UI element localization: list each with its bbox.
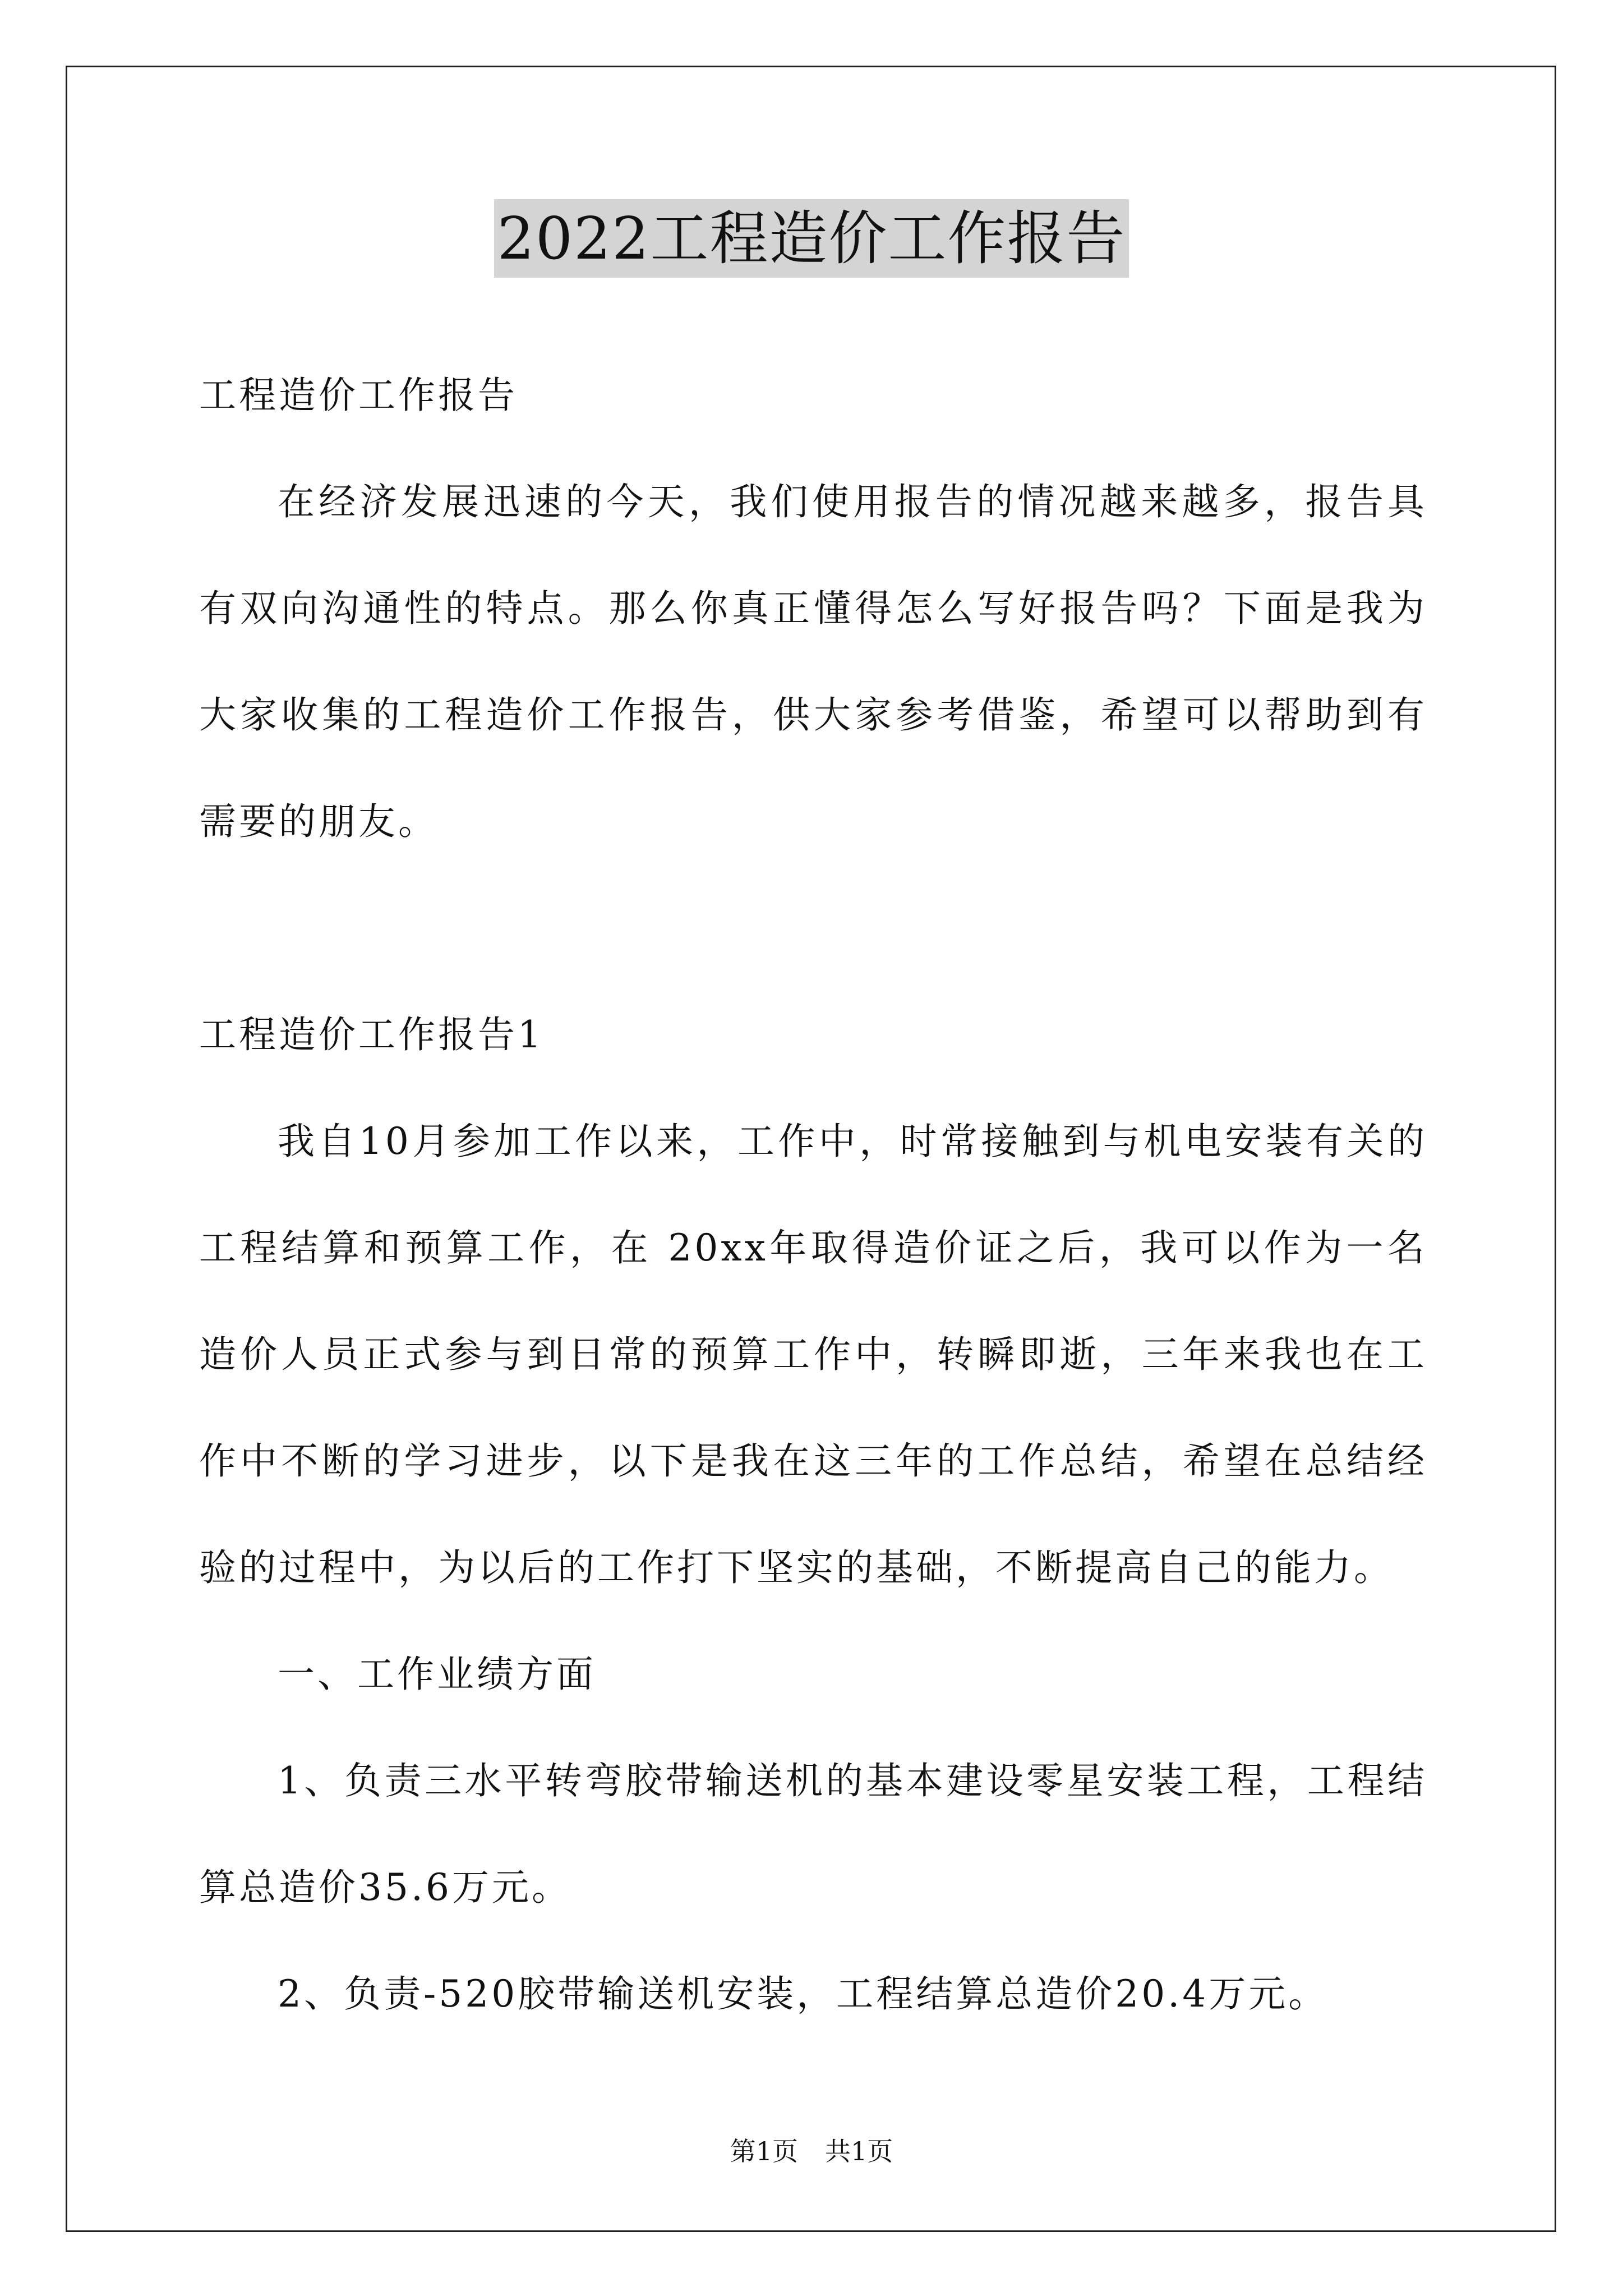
section-gap bbox=[199, 875, 1427, 982]
section-heading: 工程造价工作报告1 bbox=[199, 1013, 544, 1056]
document-body bbox=[199, 342, 1427, 2047]
list-item: 1、负责三水平转弯胶带输送机的基本建设零星安装工程，工程结算总造价35.6万元。 bbox=[199, 1759, 1427, 1909]
list-item: 2、负责-520胶带输送机安装，工程结算总造价20.4万元。 bbox=[278, 1972, 1329, 2016]
page-number: 第1页 bbox=[730, 2136, 798, 2166]
document-title: 2022工程造价工作报告 bbox=[494, 199, 1129, 278]
sub-heading: 一、工作业绩方面 bbox=[278, 1653, 596, 1696]
title-container bbox=[0, 199, 1623, 278]
intro-paragraph: 在经济发展迅速的今天，我们使用报告的情况越来越多，报告具有双向沟通性的特点。那么你真正懂得怎么写好报告吗？下面是我为大家收集的工程造价工作报告，供大家参考借鉴，希望可以帮助到有需要的朋友。 bbox=[199, 480, 1427, 843]
page-footer bbox=[0, 2134, 1623, 2168]
page-total: 共1页 bbox=[825, 2136, 893, 2166]
document-subtitle: 工程造价工作报告 bbox=[199, 374, 518, 417]
section-paragraph: 我自10月参加工作以来，工作中，时常接触到与机电安装有关的工程结算和预算工作，在 20xx年取得造价证之后，我可以作为一名造价人员正式参与到日常的预算工作中，转瞬即逝，三年来我也在工作中不断的学习进步，以下是我在这三年的工作总结，希望在总结经验的过程中，为以后的工作打下坚实的基础，不断提高自己的能力。 bbox=[199, 1120, 1427, 1589]
